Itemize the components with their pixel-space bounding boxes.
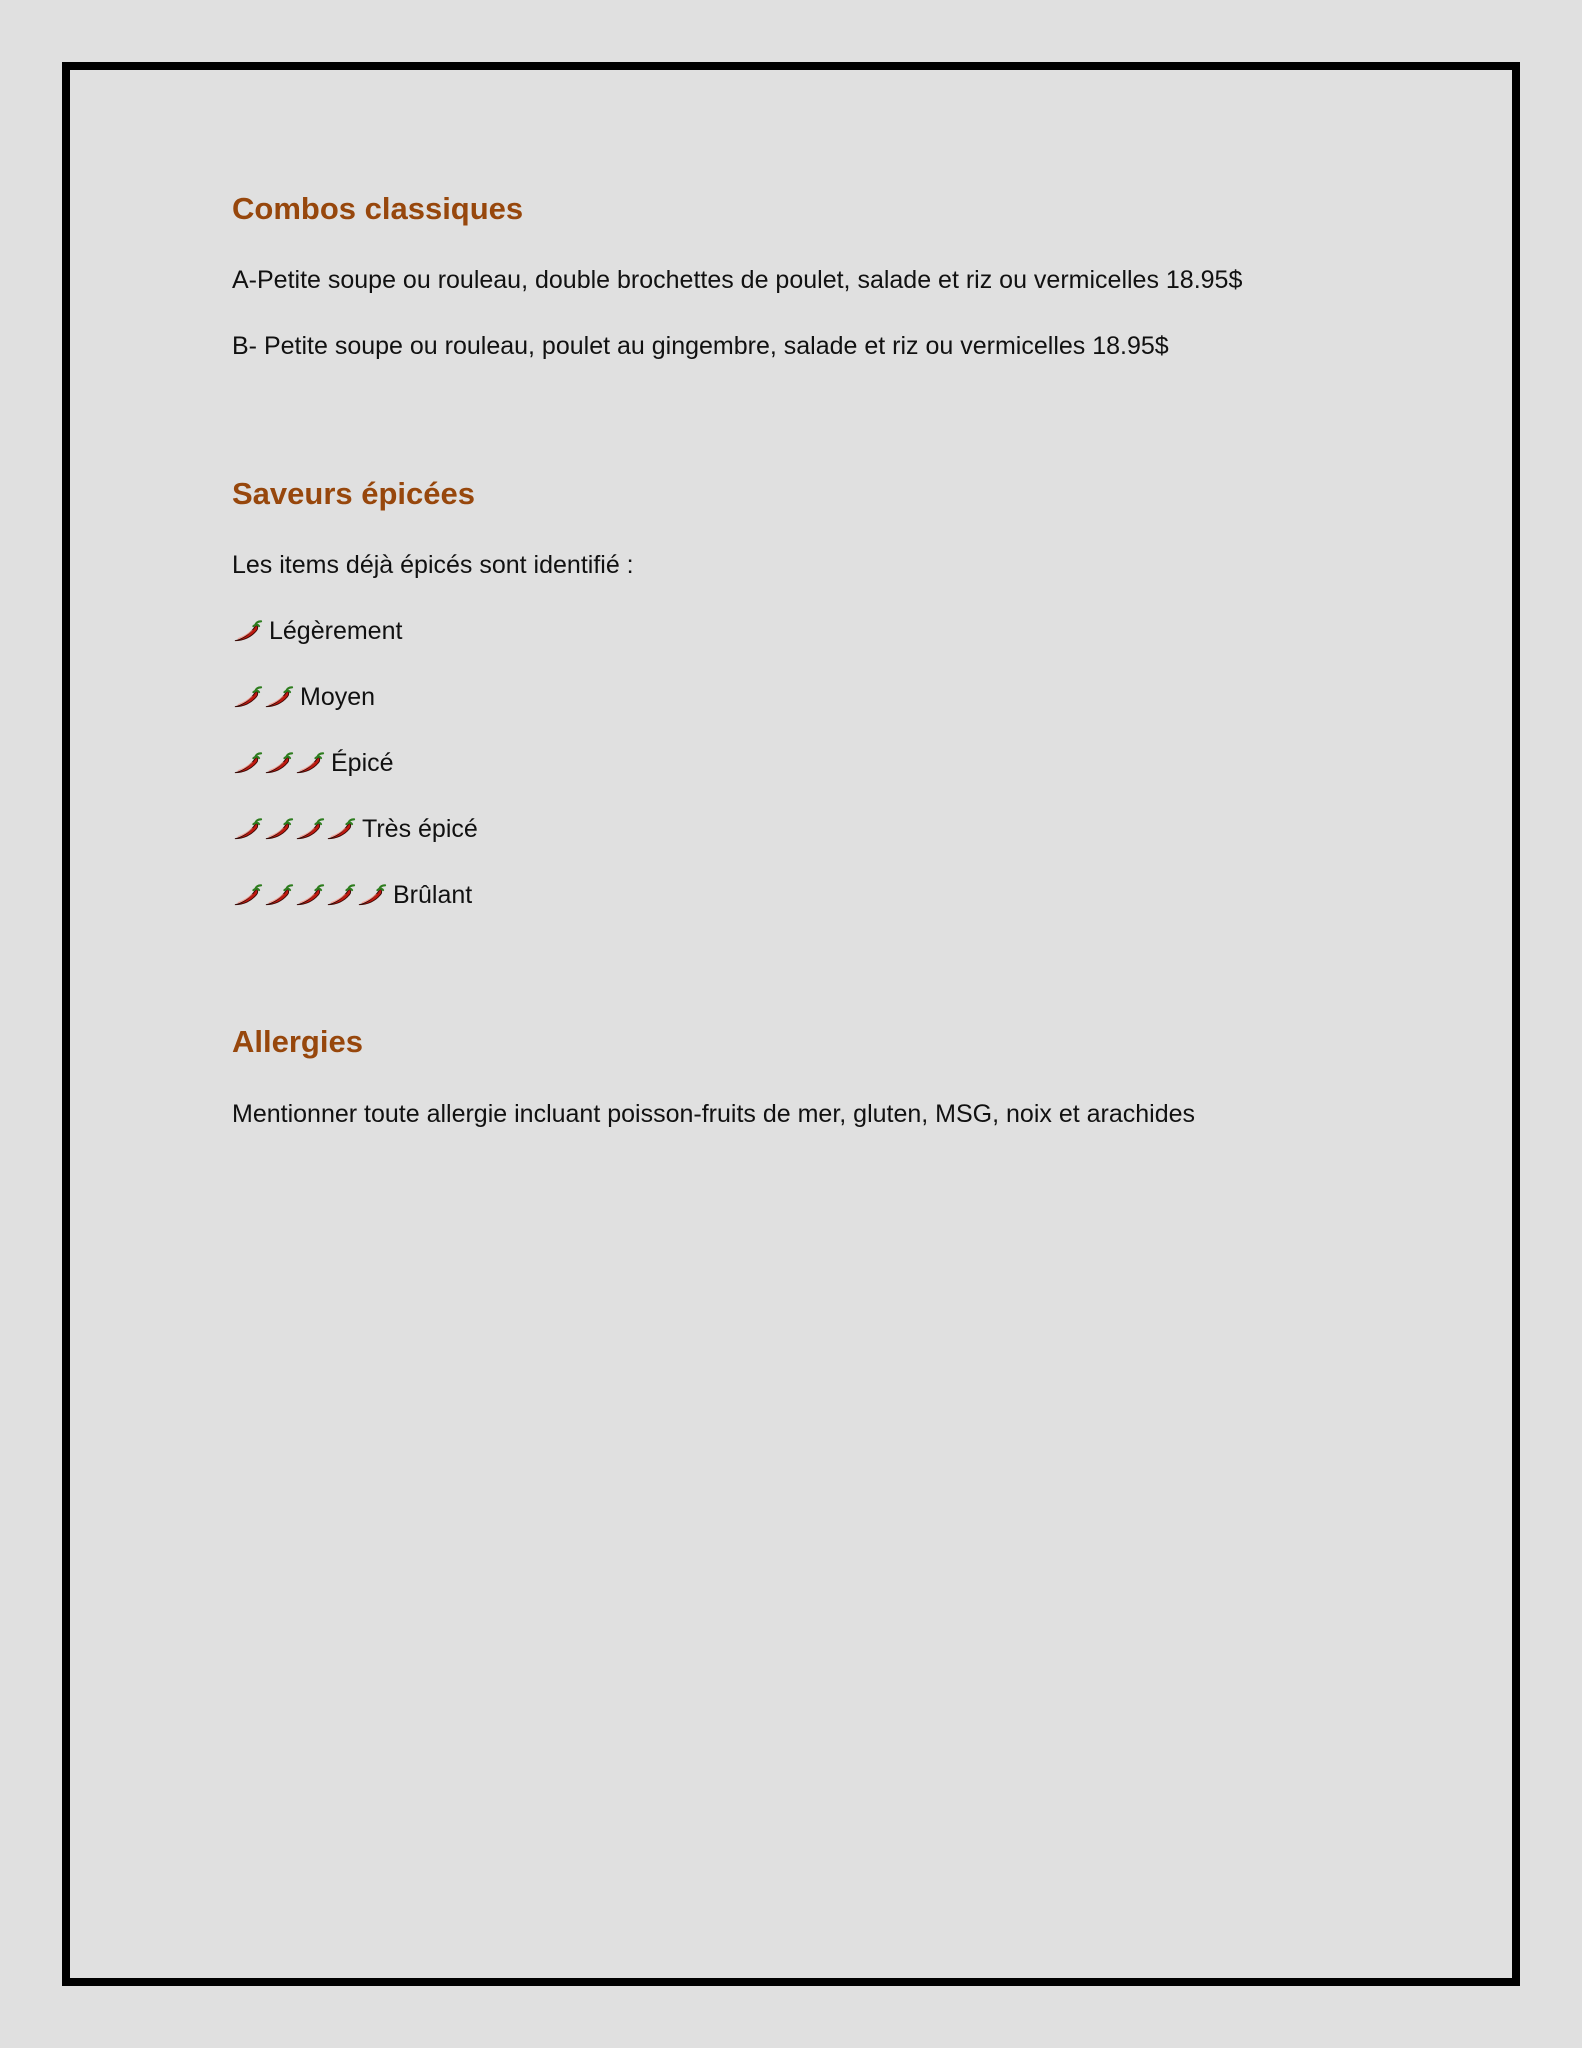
spice-level-row: [232, 746, 394, 780]
chili-pepper-icon: [263, 816, 294, 842]
combo-item-a: A-Petite soupe ou rouleau, double brochettes de poulet, salade et riz ou vermicelles 18.95$: [232, 266, 1243, 294]
chili-pepper-icon: [263, 882, 294, 908]
spice-level-label: Brûlant: [393, 880, 473, 909]
chili-pepper-icon: [294, 816, 325, 842]
chili-pepper-icon: [325, 882, 356, 908]
chili-pepper-icon: [232, 816, 263, 842]
combo-item-b: B- Petite soupe ou rouleau, poulet au gingembre, salade et riz ou vermicelles 18.95$: [232, 332, 1169, 360]
spice-level-label: Moyen: [300, 682, 376, 711]
chili-pepper-icon: [232, 750, 263, 776]
spice-level-row: [232, 614, 402, 648]
spice-level-peppers: [232, 882, 387, 908]
combos-heading: Combos classiques: [232, 191, 524, 226]
spice-level-label: Légèrement: [269, 616, 403, 645]
chili-pepper-icon: [325, 816, 356, 842]
chili-pepper-icon: [294, 882, 325, 908]
chili-pepper-icon: [232, 684, 263, 710]
allergies-text: Mentionner toute allergie incluant poisson-fruits de mer, gluten, MSG, noix et arachides: [232, 1100, 1196, 1128]
allergies-heading: Allergies: [232, 1024, 363, 1059]
spice-level-peppers: [232, 684, 294, 710]
spice-level-label: Très épicé: [362, 814, 478, 843]
spice-level-peppers: [232, 816, 356, 842]
spice-level-row: [232, 812, 478, 846]
spice-level-peppers: [232, 750, 325, 776]
chili-pepper-icon: [294, 750, 325, 776]
spice-level-label: Épicé: [331, 748, 394, 777]
chili-pepper-icon: [263, 750, 294, 776]
spice-level-row: [232, 680, 375, 714]
spice-level-row: [232, 878, 472, 912]
chili-pepper-icon: [263, 684, 294, 710]
chili-pepper-icon: [232, 618, 263, 644]
chili-pepper-icon: [232, 882, 263, 908]
spicy-heading: Saveurs épicées: [232, 476, 476, 511]
chili-pepper-icon: [356, 882, 387, 908]
spice-level-peppers: [232, 618, 263, 644]
spicy-intro: Les items déjà épicés sont identifié :: [232, 551, 634, 579]
